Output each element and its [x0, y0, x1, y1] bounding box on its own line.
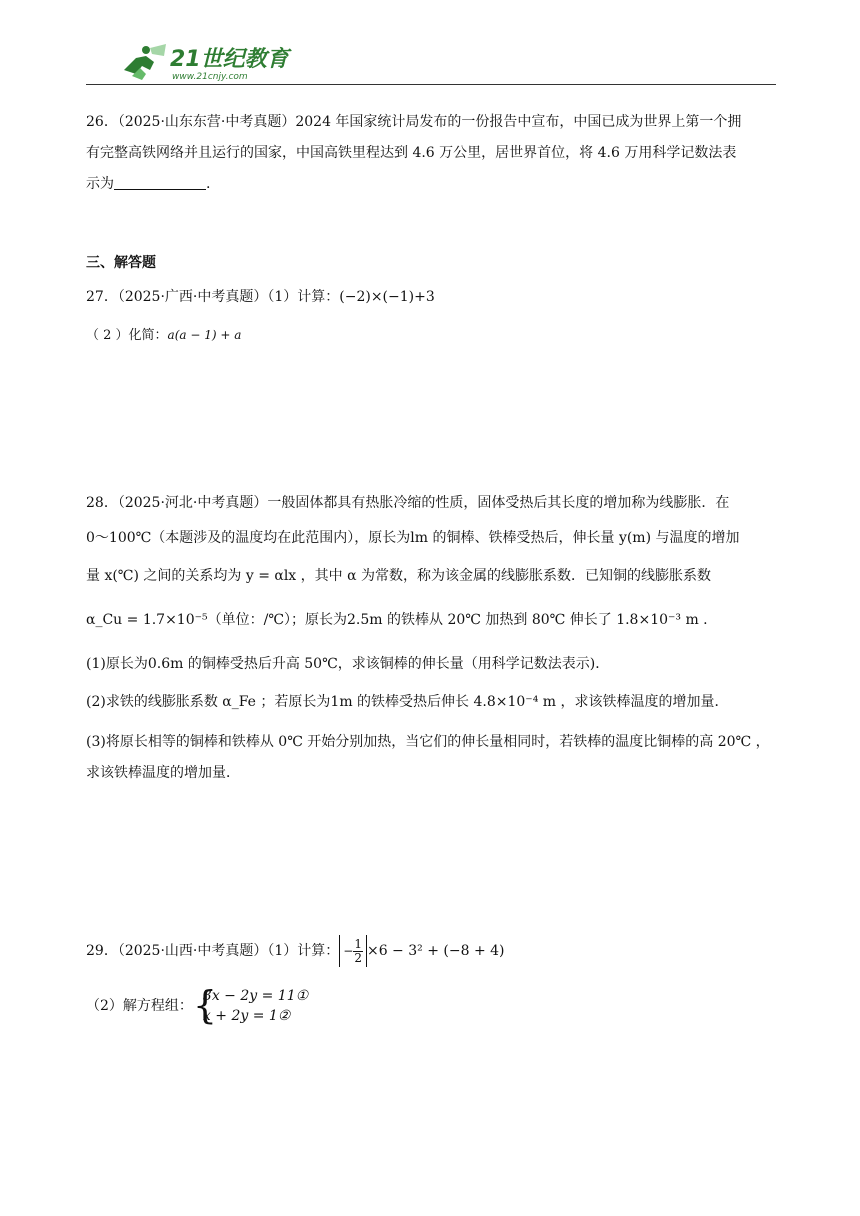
q27-prefix: 27．（2025·广西·中考真题）（1）计算： — [86, 289, 340, 305]
q28-line1: 28．（2025·河北·中考真题）一般固体都具有热胀冷缩的性质，固体受热后其长度的增加称为线膨胀．在 — [86, 495, 730, 511]
header-rule — [86, 84, 776, 85]
svg-text:21世纪教育: 21世纪教育 — [170, 47, 289, 72]
q29-part2-prefix: （2）解方程组： — [86, 998, 193, 1014]
equation-2: x + 2y = 1② — [202, 1008, 291, 1024]
left-brace-icon: { — [192, 983, 218, 1027]
answer-blank[interactable] — [114, 175, 206, 190]
equation-system — [192, 983, 309, 1027]
q27-part2-prefix: （ 2 ）化简： — [86, 328, 168, 343]
equation-1: 3x − 2y = 11① — [202, 988, 309, 1004]
q28-sub2: (2)求铁的线膨胀系数 α_Fe ；若原长为1m 的铁棒受热后伸长 4.8×10⁻⁴ m ，求该铁棒温度的增加量． — [86, 694, 729, 710]
q26-line3-suffix: . — [206, 176, 211, 192]
q28-line3: 量 x(℃) 之间的关系均为 y = αlx ，其中 α 为常数，称为该金属的线膨胀系数．已知铜的线膨胀系数 — [86, 568, 712, 584]
q26-line1: 26．（2025·山东东营·中考真题）2024 年国家统计局发布的一份报告中宣布，中国已成为世界上第一个拥 — [86, 114, 742, 130]
q27-line1 — [86, 287, 435, 307]
page-header — [86, 36, 776, 88]
q29-line2 — [86, 983, 309, 1027]
q28-sub1: (1)原长为0.6m 的铜棒受热后升高 50℃，求该铜棒的伸长量（用科学记数法表示)． — [86, 656, 610, 672]
abs-value: − $\frac{1}{2}$ — [339, 935, 367, 967]
q26-line3-prefix: 示为 — [86, 176, 114, 192]
q27-expr: (−2)×(−1)+3 — [339, 289, 435, 305]
q26-line3 — [86, 174, 776, 194]
q27-part2-expr: a(a − 1) + a — [167, 328, 242, 342]
q29-line1 — [86, 934, 505, 968]
q27-line2 — [86, 325, 241, 346]
q26-line2: 有完整高铁网络并且运行的国家，中国高铁里程达到 4.6 万公里，居世界首位，将 4.6 万用科学记数法表 — [86, 145, 737, 161]
svg-text:www.21cnjy.com: www.21cnjy.com — [172, 72, 248, 82]
q29-prefix: 29．（2025·山西·中考真题）（1）计算： — [86, 943, 340, 959]
q29-expr-tail: ×6 − 3² + (−8 + 4) — [366, 943, 505, 959]
q28-sub3-line2: 求该铁棒温度的增加量． — [86, 765, 240, 781]
fraction-one-half: $\frac{1}{2}$ — [354, 936, 362, 965]
q28-line2: 0～100℃（本题涉及的温度均在此范围内），原长为lm 的铜棒、铁棒受热后，伸长量 y(m) 与温度的增加 — [86, 530, 740, 546]
section-title: 三、解答题 — [86, 255, 156, 271]
q28-line4: α_Cu = 1.7×10⁻⁵（单位：/℃）；原长为2.5m 的铁棒从 20℃ 加热到 80℃ 伸长了 1.8×10⁻³ m . — [86, 612, 708, 628]
logo-21cnjy — [106, 40, 306, 84]
q28-sub3-line1: (3)将原长相等的铜棒和铁棒从 0℃ 开始分别加热，当它们的伸长量相同时，若铁棒的温度比铜棒的高 20℃ ， — [86, 734, 770, 750]
